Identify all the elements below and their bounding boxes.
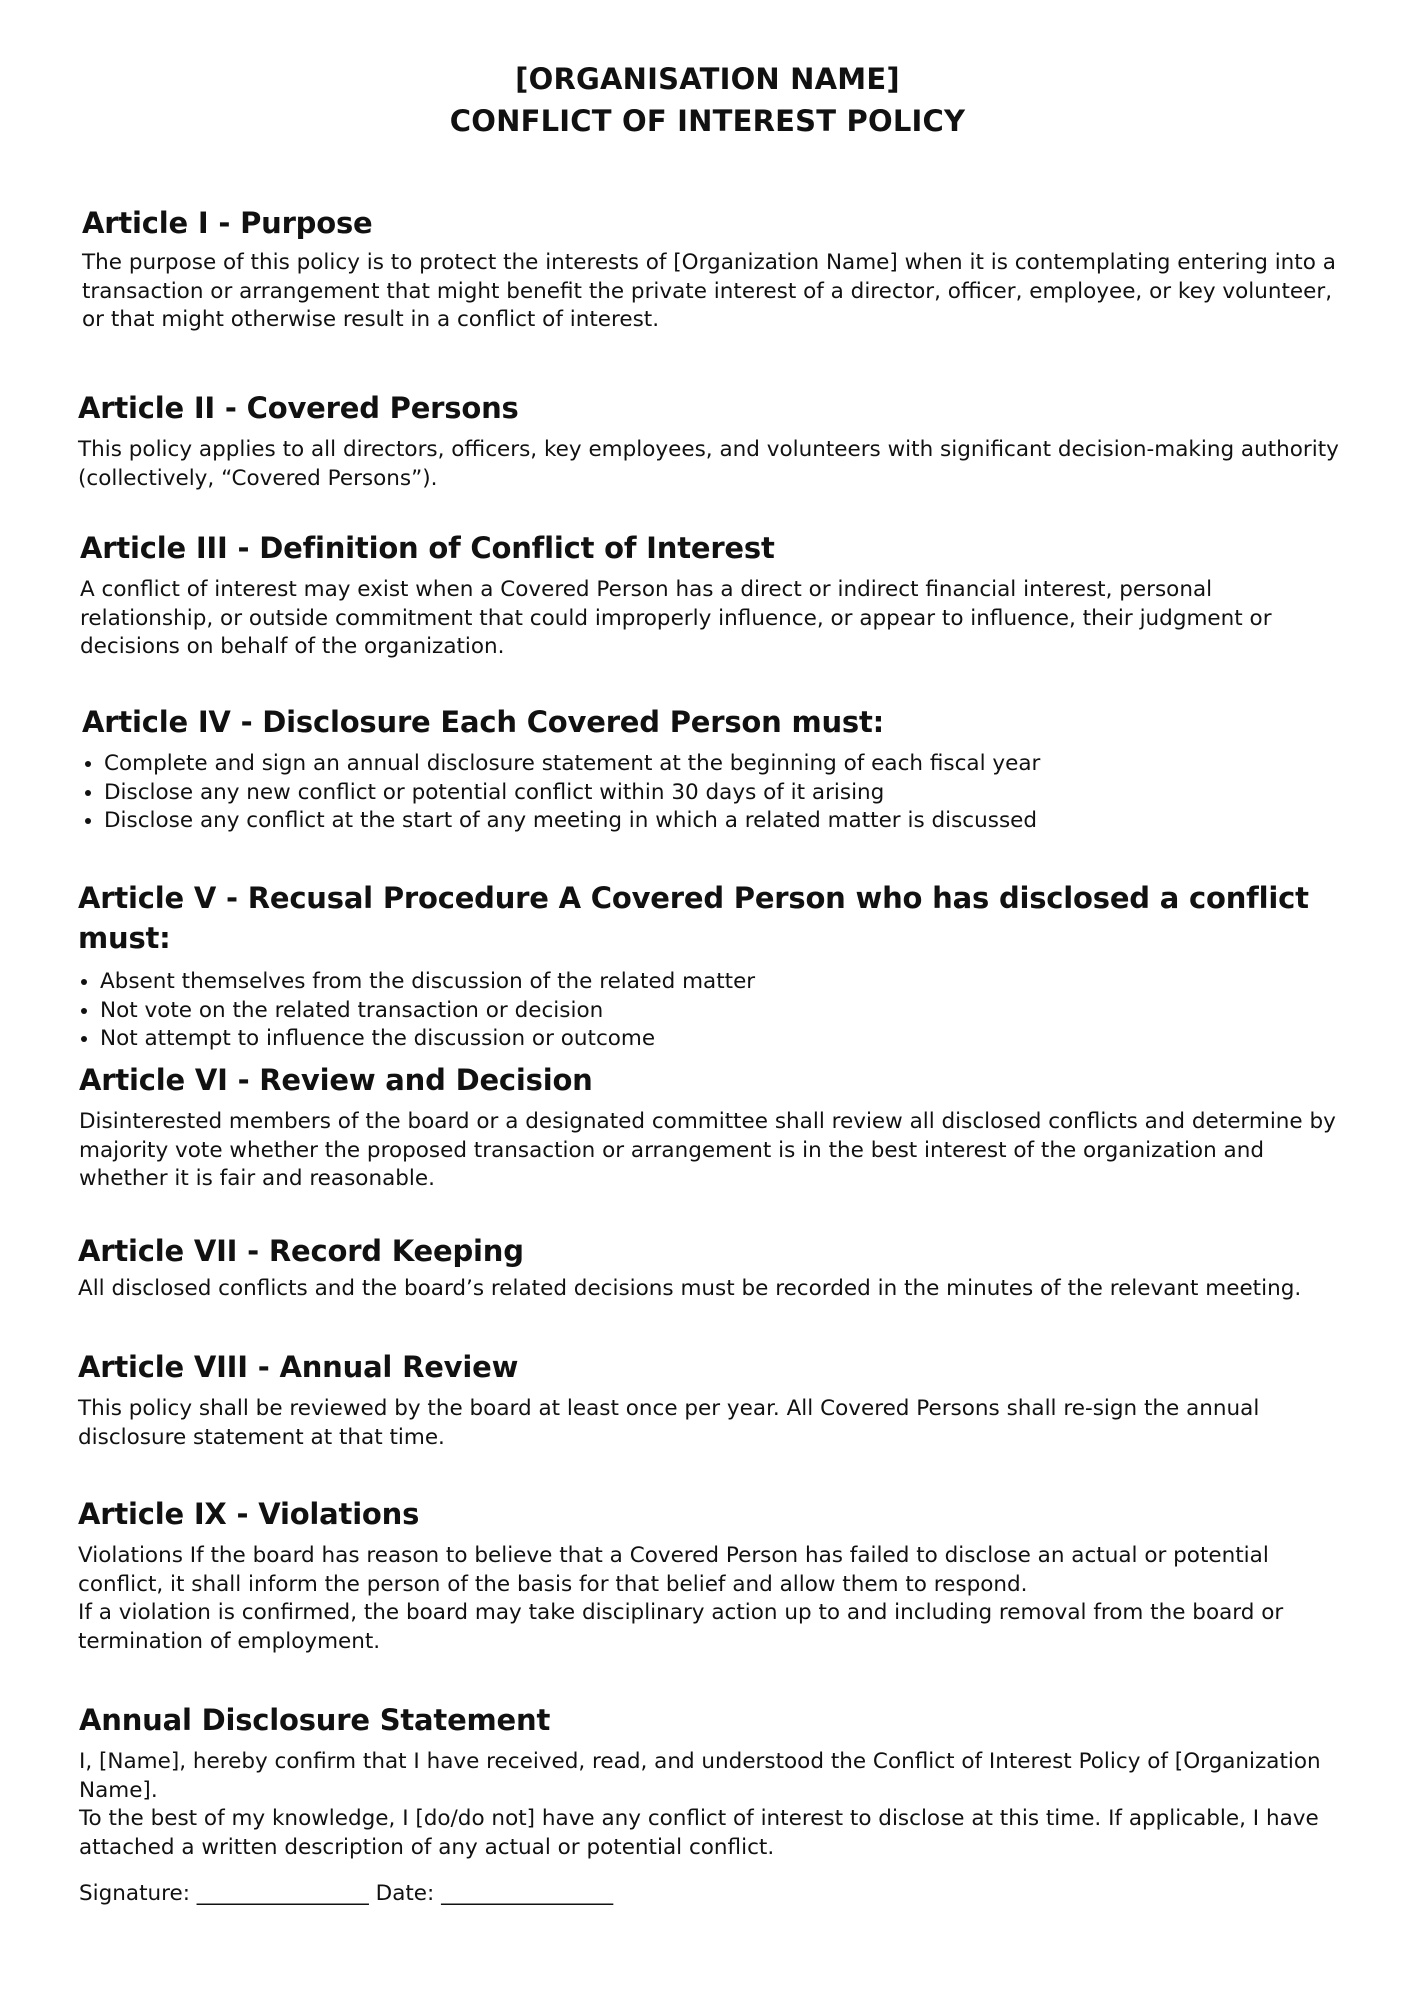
article-heading: Article I - Purpose (82, 206, 373, 240)
disclosure-list (82, 750, 1352, 836)
organisation-name: [ORGANISATION NAME] (515, 62, 900, 96)
signature-date-line: Signature: ________________ Date: ________________ (79, 1881, 614, 1906)
article-heading: Article II - Covered Persons (78, 391, 519, 425)
article-recusal (78, 878, 1348, 1054)
list-item: • Disclose any conflict at the start of any meeting in which a related matter is discussed (104, 807, 1352, 836)
statement-heading: Annual Disclosure Statement (79, 1703, 551, 1737)
article-text: A conflict of interest may exist when a Covered Person has a direct or indirect financial interest, personal relationship, or outside commitment that could improperly influence, or appear to influence, their judgment or decisions on behalf of the organization. (80, 577, 1272, 659)
statement-text-continued: To the best of my knowledge, I [do/do not] have any conflict of interest to disclose at this time. If applicable, I have attached a written description of any actual or potential conflict. (79, 1806, 1319, 1860)
article-covered-persons (78, 388, 1348, 493)
article-disclosure (82, 702, 1352, 836)
article-heading: Article V - Recusal Procedure A Covered Person who has disclosed a conflict must: (78, 881, 1309, 955)
article-heading: Article VII - Record Keeping (78, 1234, 524, 1268)
article-text: This policy shall be reviewed by the board at least once per year. All Covered Persons shall re-sign the annual disclosure statement at that time. (78, 1396, 1260, 1450)
article-purpose (82, 203, 1352, 335)
article-record-keeping (78, 1231, 1348, 1304)
article-annual-review (78, 1347, 1348, 1452)
article-definition (80, 528, 1350, 662)
article-text-continued: If a violation is confirmed, the board may take disciplinary action up to and including removal from the board or termination of employment. (78, 1600, 1284, 1654)
article-review-decision (79, 1060, 1349, 1194)
list-item: • Not vote on the related transaction or decision (100, 997, 1348, 1026)
article-text: The purpose of this policy is to protect the interests of [Organization Name] when it is contemplating entering into a transaction or arrangement that might benefit the private interest of a director, officer, employee, or key volunteer, or that might otherwise result in a conflict of interest. (82, 250, 1336, 332)
recusal-list (78, 968, 1348, 1054)
article-heading: Article III - Definition of Conflict of Interest (80, 531, 775, 565)
article-heading: Article IX - Violations (78, 1497, 420, 1531)
annual-disclosure-statement (79, 1700, 1349, 1909)
document-header (0, 58, 1415, 142)
list-item: • Absent themselves from the discussion of the related matter (100, 968, 1348, 997)
article-heading: Article VI - Review and Decision (79, 1063, 593, 1097)
article-violations (78, 1494, 1348, 1656)
statement-text: I, [Name], hereby confirm that I have received, read, and understood the Conflict of Interest Policy of [Organization Name]. (79, 1749, 1321, 1803)
list-item: • Complete and sign an annual disclosure statement at the beginning of each fiscal year (104, 750, 1352, 779)
document-title: CONFLICT OF INTEREST POLICY (449, 104, 966, 138)
list-item: • Not attempt to influence the discussion or outcome (100, 1025, 1348, 1054)
article-heading: Article VIII - Annual Review (78, 1350, 519, 1384)
article-text: All disclosed conflicts and the board’s related decisions must be recorded in the minutes of the relevant meeting. (78, 1276, 1302, 1301)
article-text: Disinterested members of the board or a designated committee shall review all disclosed conflicts and determine by majority vote whether the proposed transaction or arrangement is in the best interest of the organization and whether it is fair and reasonable. (79, 1109, 1336, 1191)
article-text: Violations If the board has reason to believe that a Covered Person has failed to disclose an actual or potential conflict, it shall inform the person of the basis for that belief and allow them to respond. (78, 1543, 1269, 1597)
article-heading: Article IV - Disclosure Each Covered Person must: (82, 705, 885, 739)
article-text: This policy applies to all directors, officers, key employees, and volunteers with significant decision-making authority (collectively, “Covered Persons”). (78, 437, 1339, 491)
list-item: • Disclose any new conflict or potential conflict within 30 days of it arising (104, 779, 1352, 808)
